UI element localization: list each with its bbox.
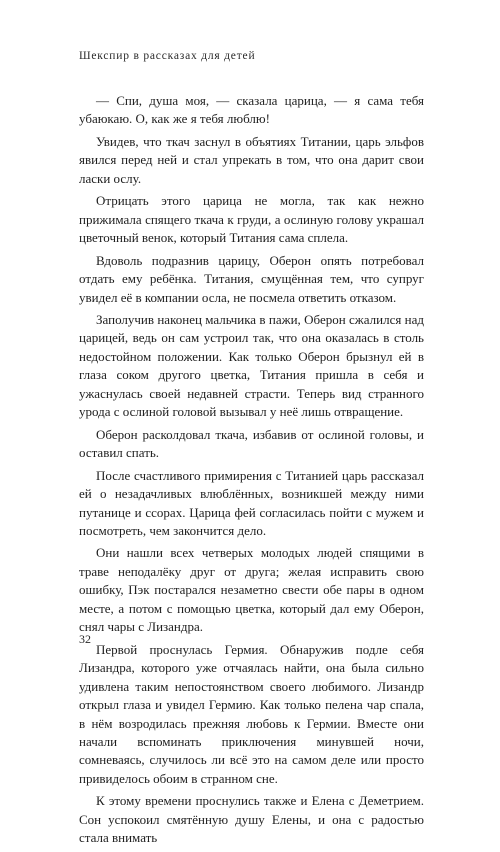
paragraph: Отрицать этого царица не могла, так как нежно прижимала спящего ткача к груди, а ослиную голову украшал цветочный венок, который Титания сама сплела. — [79, 193, 424, 246]
paragraph: Вдоволь подразнив царицу, Оберон опять потребовал отдать ему ребёнка. Титания, смущённая тем, что супруг увидел её в компании осла, не посмела ответить отказом. — [79, 252, 424, 305]
running-head-title: Шекспир в рассказах для детей — [79, 50, 256, 62]
paragraph: После счастливого примирения с Титанией царь рассказал ей о незадачливых влюблённых, возникшей между ними путанице и ссорах. Царица фей согласилась пойти с мужем и посмотреть, чем закончится дело. — [79, 467, 424, 538]
paragraph: Заполучив наконец мальчика в пажи, Оберон сжалился над царицей, ведь он сам устроил так, что она оказалась в столь недостойном положении. Как только Оберон брызнул ей в глаза соком другого цветка, Титания пришла в себя и ужаснулась своей недавней страсти. Теперь вид странного урода с ослиной головой вызывал у неё лишь отвращение. — [79, 311, 424, 420]
running-head — [79, 50, 255, 62]
paragraph: Первой проснулась Гермия. Обнаружив подле себя Лизандра, которого уже отчаялась найти, она была сильно удивлена таким непостоянством своего любимого. Лизандр открыл глаза и увидел Гермию. Как только пелена чар спала, в нём возродилась прежняя любовь к Гермии. Вместе они начали вспоминать приключения минувшей ночи, сомневаясь, случилось ли всё это на самом деле или просто привиделось обоим в странном сне. — [79, 641, 424, 786]
paragraph: — Спи, душа моя, — сказала царица, — я сама тебя убаюкаю. О, как же я тебя люблю! — [79, 93, 424, 127]
paragraph: Они нашли всех четверых молодых людей спящими в траве неподалёку друг от друга; желая исправить свою ошибку, Пэк постарался незаметно свести обе пары в одном месте, а потом с помощью цветка, который дал ему Оберон, снял чары с Лизандра. — [79, 545, 424, 635]
page-number: 32 — [79, 632, 91, 646]
paragraph: Увидев, что ткач заснул в объятиях Титании, царь эльфов явился перед ней и стал упрекать в том, что она дарит свои ласки ослу. — [79, 133, 424, 186]
paragraph: К этому времени проснулись также и Елена с Деметрием. Сон успокоил смятённую душу Елены, и она с радостью стала внимать — [79, 793, 424, 846]
body-text — [79, 92, 424, 852]
paragraph: Оберон расколдовал ткача, избавив от ослиной головы, и оставил спать. — [79, 426, 424, 461]
